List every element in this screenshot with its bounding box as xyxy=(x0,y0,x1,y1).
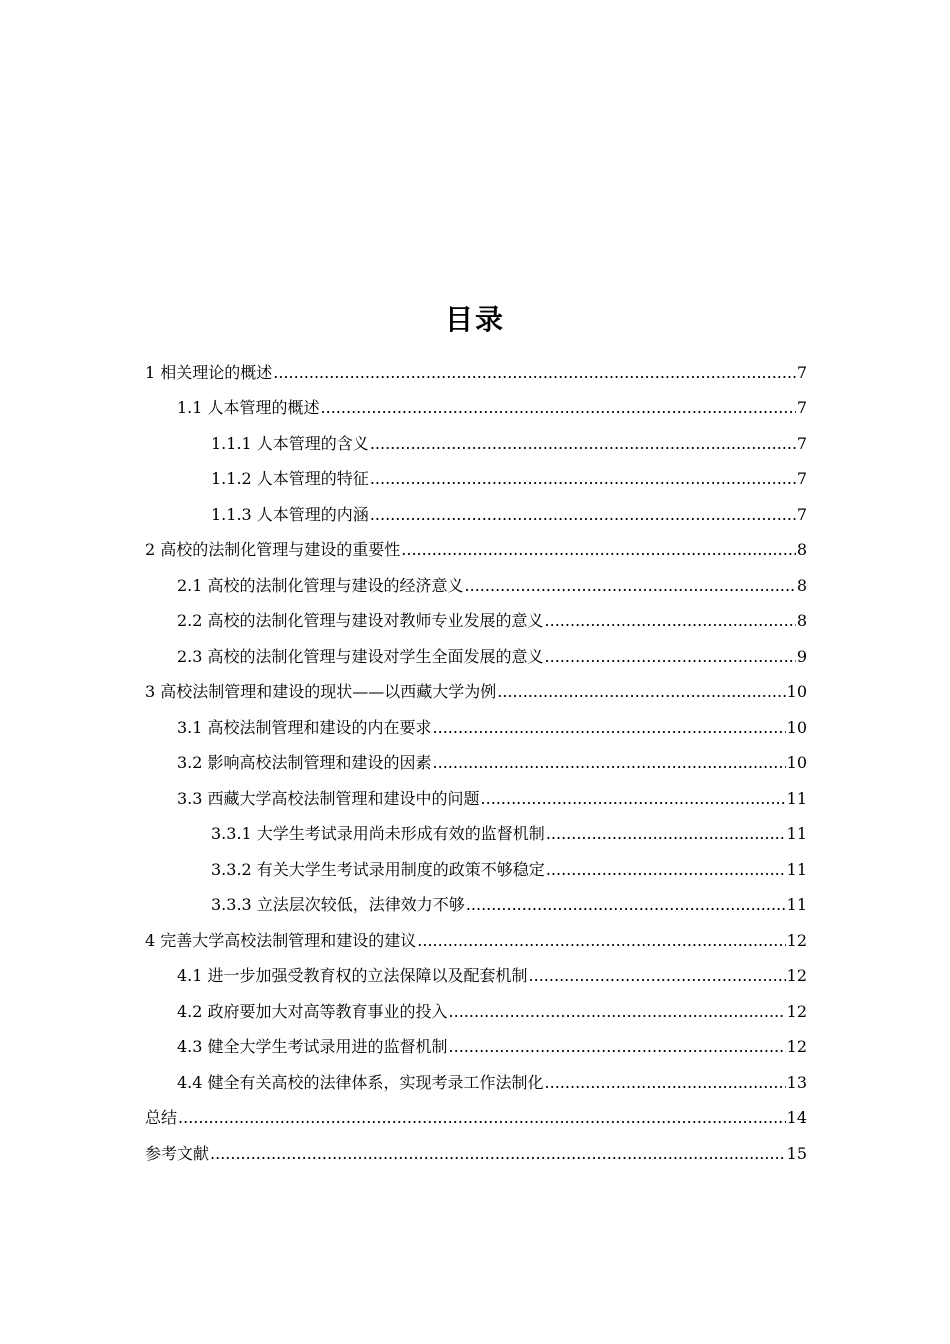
toc-entry-page: 15 xyxy=(786,1143,807,1163)
toc-leader-dots xyxy=(465,568,796,603)
toc-title: 目录 xyxy=(444,303,505,336)
toc-entry[interactable] xyxy=(145,461,807,497)
toc-entry-text: 3.2 影响高校法制管理和建设的因素 xyxy=(177,753,432,772)
toc-entry-page: 7 xyxy=(796,504,807,524)
toc-leader-dots xyxy=(178,1100,786,1135)
toc-entry-text: 1.1.2 人本管理的特征 xyxy=(211,469,369,488)
toc-leader-dots xyxy=(466,887,786,922)
toc-leader-dots xyxy=(433,710,786,745)
toc-entry-page: 7 xyxy=(796,362,807,382)
toc-leader-dots xyxy=(545,1065,786,1100)
toc-entry-text: 2.1 高校的法制化管理与建设的经济意义 xyxy=(177,575,464,595)
toc-leader-dots xyxy=(546,852,786,887)
toc-entry-page: 11 xyxy=(786,895,807,914)
toc-entry[interactable] xyxy=(145,780,807,816)
toc-entry-page: 8 xyxy=(796,611,807,630)
toc-entry-text: 4.3 健全大学生考试录用进的监督机制 xyxy=(177,1037,448,1056)
toc-entry-page: 14 xyxy=(786,1108,807,1127)
toc-leader-dots xyxy=(449,1029,786,1064)
toc-entry-text: 3.3.3 立法层次较低，法律效力不够 xyxy=(211,895,465,914)
toc-leader-dots xyxy=(433,745,786,780)
toc-entry[interactable] xyxy=(145,958,807,994)
toc-leader-dots xyxy=(401,532,796,567)
toc-entry[interactable] xyxy=(145,1064,807,1100)
toc-entry-text: 1.1.1 人本管理的含义 xyxy=(211,433,369,453)
toc-entry[interactable] xyxy=(145,1135,807,1171)
toc-leader-dots xyxy=(273,355,796,390)
toc-entry-text: 2 高校的法制化管理与建设的重要性 xyxy=(145,540,401,559)
toc-entry[interactable] xyxy=(145,816,807,852)
toc-entry-text: 1.1.3 人本管理的内涵 xyxy=(211,504,369,524)
toc-entry[interactable] xyxy=(145,1100,807,1136)
toc-entry[interactable] xyxy=(145,674,807,710)
toc-entry[interactable] xyxy=(145,532,807,568)
toc-entry[interactable] xyxy=(145,922,807,958)
toc-entry-text: 4.2 政府要加大对高等教育事业的投入 xyxy=(177,1001,448,1021)
toc-leader-dots xyxy=(370,461,796,496)
toc-entry-page: 7 xyxy=(796,469,807,488)
toc-entry-text: 3.1 高校法制管理和建设的内在要求 xyxy=(177,717,432,737)
toc-entry-text: 2.2 高校的法制化管理与建设对教师专业发展的意义 xyxy=(177,611,544,630)
toc-entry-page: 9 xyxy=(796,646,807,666)
toc-entry-page: 8 xyxy=(796,575,807,595)
toc-entry-text: 3 高校法制管理和建设的现状——以西藏大学为例 xyxy=(145,682,497,701)
toc-entry-text: 3.3.1 大学生考试录用尚未形成有效的监督机制 xyxy=(211,824,545,843)
toc-entry-page: 12 xyxy=(786,1001,807,1021)
toc-entry-page: 11 xyxy=(786,788,807,808)
toc-entry-page: 10 xyxy=(786,682,807,701)
toc-entry[interactable] xyxy=(145,745,807,781)
toc-entry[interactable] xyxy=(145,354,807,390)
toc-entry-page: 12 xyxy=(786,930,807,950)
toc-entry-text: 1 相关理论的概述 xyxy=(145,362,273,382)
toc-leader-dots xyxy=(497,674,785,709)
toc-entry-text: 参考文献 xyxy=(145,1143,210,1163)
toc-leader-dots xyxy=(321,390,796,425)
toc-entry[interactable] xyxy=(145,851,807,887)
toc-entry[interactable] xyxy=(145,603,807,639)
toc-leader-dots xyxy=(545,639,796,674)
toc-entry[interactable] xyxy=(145,496,807,532)
toc-leader-dots xyxy=(417,923,785,958)
toc-leader-dots xyxy=(481,781,786,816)
toc-entry-page: 11 xyxy=(786,824,807,843)
toc-entry-text: 4.1 进一步加强受教育权的立法保障以及配套机制 xyxy=(177,966,528,985)
toc-entry-page: 10 xyxy=(786,753,807,772)
toc-entry-page: 12 xyxy=(786,966,807,985)
toc-entry-page: 12 xyxy=(786,1037,807,1056)
toc-leader-dots xyxy=(545,603,796,638)
toc-leader-dots xyxy=(546,816,786,851)
toc-entry[interactable] xyxy=(145,390,807,426)
toc-entry-page: 13 xyxy=(786,1072,807,1092)
toc-entry[interactable] xyxy=(145,709,807,745)
toc-entry-page: 7 xyxy=(796,398,807,417)
toc-entry-page: 11 xyxy=(786,859,807,879)
toc-entry-text: 2.3 高校的法制化管理与建设对学生全面发展的意义 xyxy=(177,646,544,666)
toc-leader-dots xyxy=(210,1136,786,1171)
toc-entry[interactable] xyxy=(145,1029,807,1065)
toc-entry-page: 8 xyxy=(796,540,807,559)
toc-leader-dots xyxy=(529,958,786,993)
toc-entry[interactable] xyxy=(145,993,807,1029)
toc-entry[interactable] xyxy=(145,567,807,603)
toc-entry[interactable] xyxy=(145,887,807,923)
toc-entry-text: 4 完善大学高校法制管理和建设的建议 xyxy=(145,930,417,950)
toc-leader-dots xyxy=(370,497,796,532)
toc-leader-dots xyxy=(370,426,796,461)
toc-entry-text: 总结 xyxy=(145,1108,178,1127)
toc-leader-dots xyxy=(449,994,786,1029)
toc-entry-page: 10 xyxy=(786,717,807,737)
toc-list xyxy=(145,354,807,1171)
toc-entry[interactable] xyxy=(145,638,807,674)
toc-entry[interactable] xyxy=(145,425,807,461)
toc-entry-text: 1.1 人本管理的概述 xyxy=(177,398,320,417)
toc-entry-text: 3.3.2 有关大学生考试录用制度的政策不够稳定 xyxy=(211,859,545,879)
toc-entry-text: 4.4 健全有关高校的法律体系，实现考录工作法制化 xyxy=(177,1072,544,1092)
toc-entry-text: 3.3 西藏大学高校法制管理和建设中的问题 xyxy=(177,788,480,808)
toc-entry-page: 7 xyxy=(796,433,807,453)
